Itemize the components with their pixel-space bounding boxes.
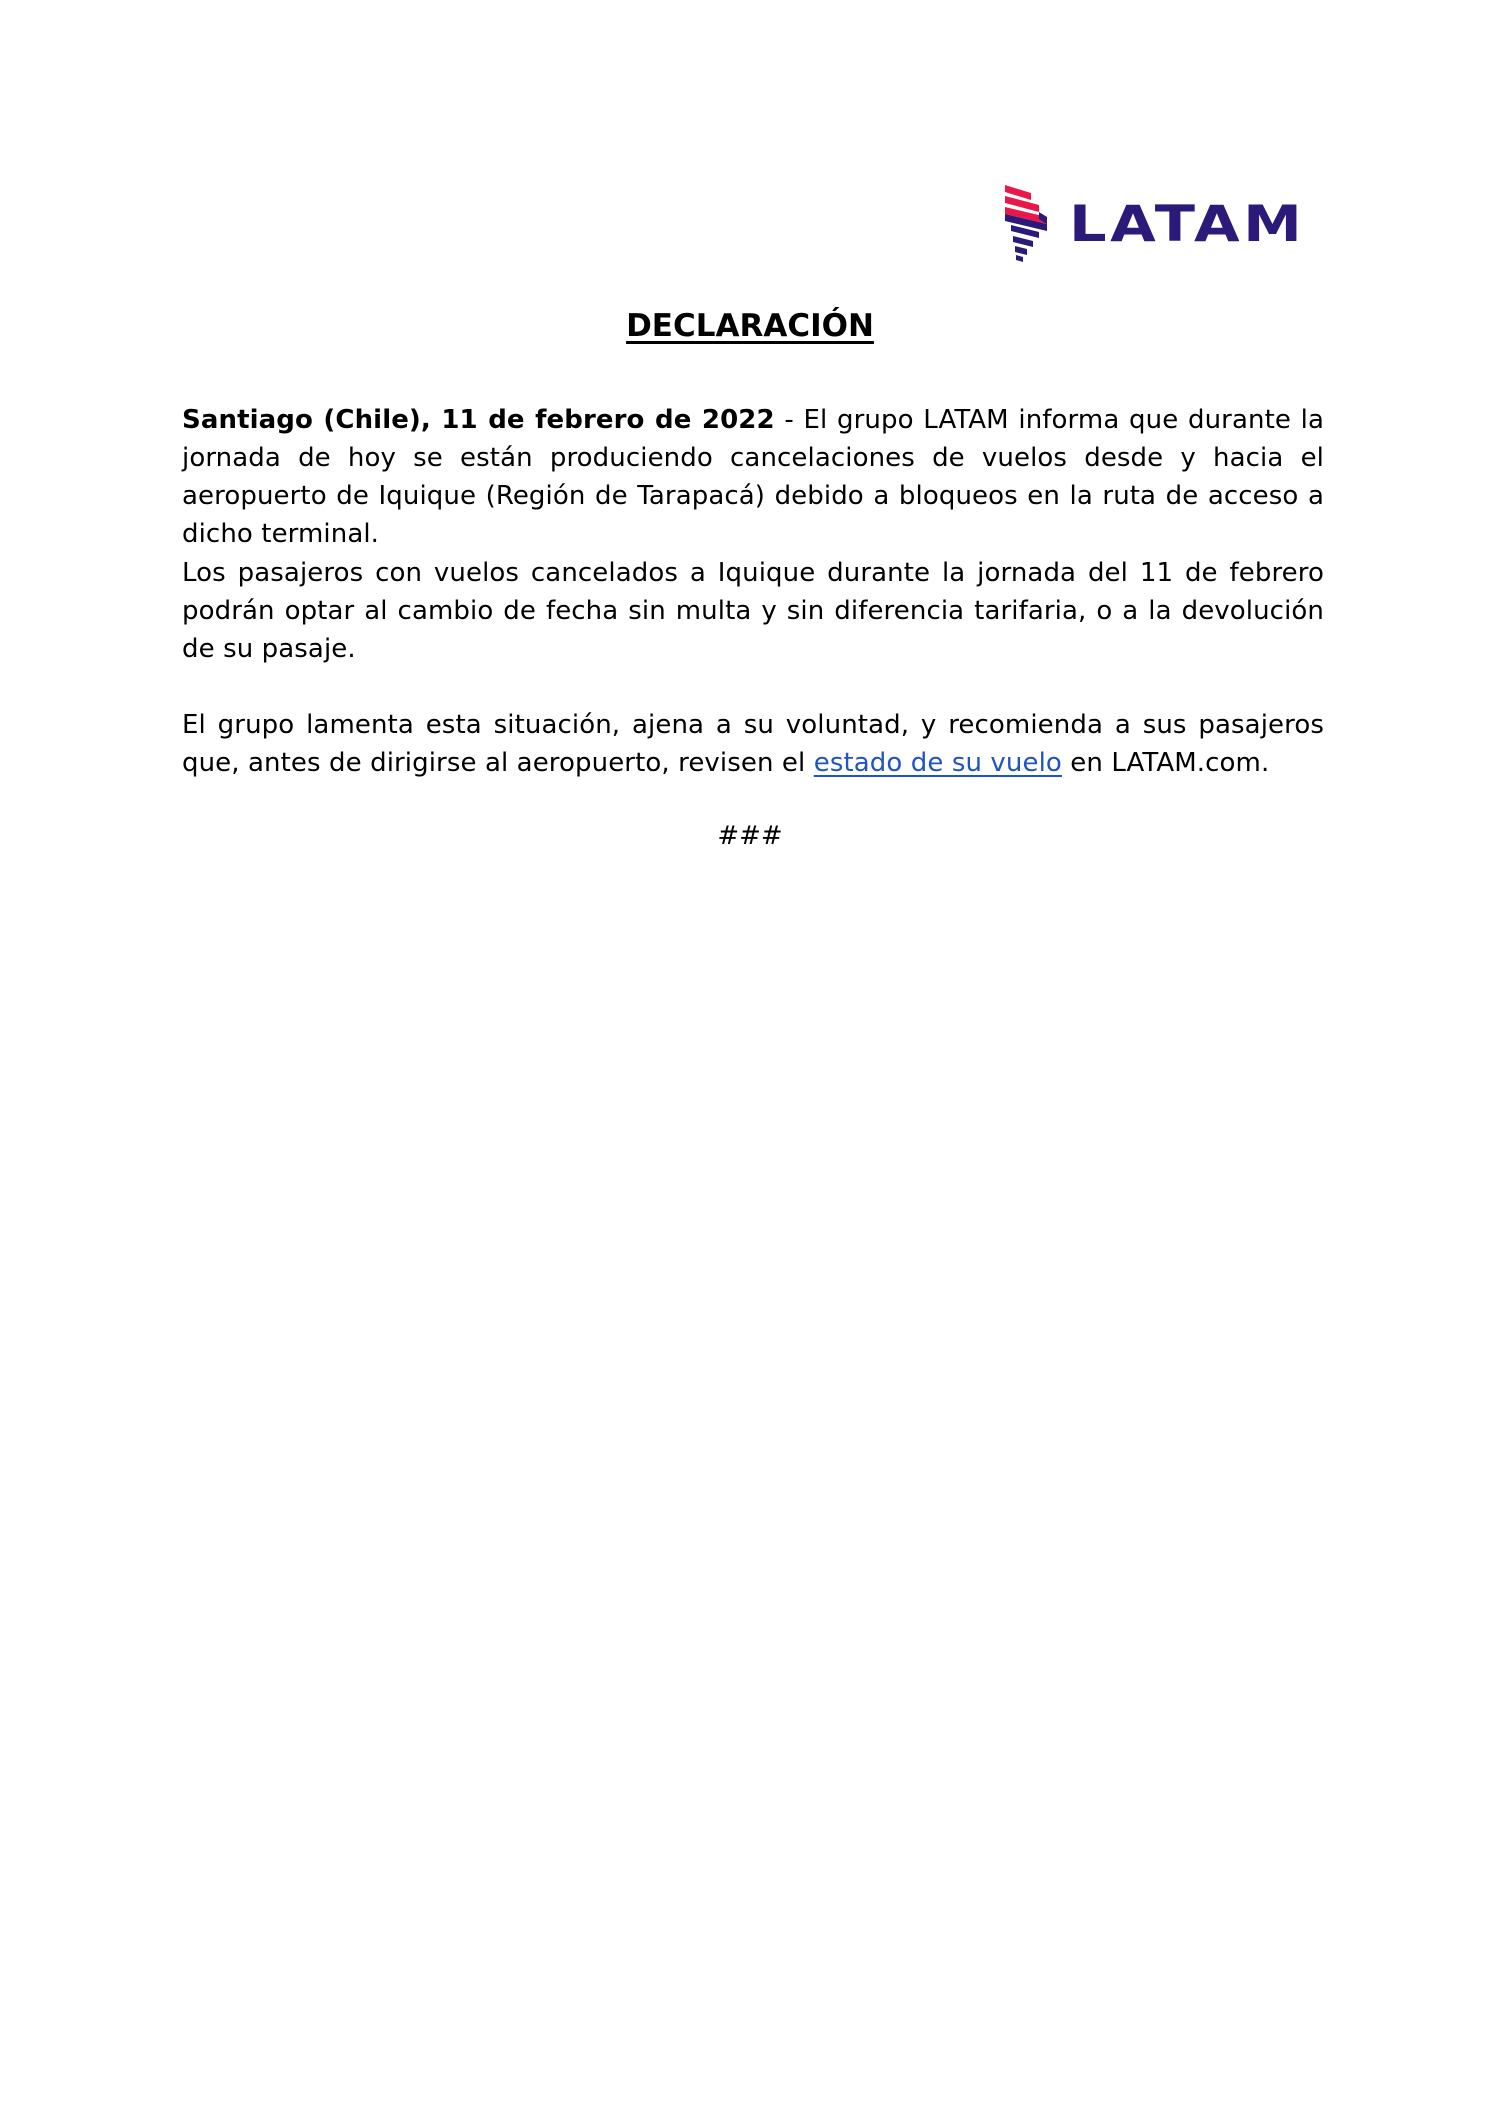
paragraph-3-text-after: en LATAM.com. (1061, 748, 1270, 778)
latam-wordmark: LATAM (1069, 195, 1306, 253)
flight-status-link[interactable]: estado de su vuelo (813, 748, 1062, 778)
paragraph-3-text-before: El grupo lamenta esta situación, ajena a su voluntad, y recomienda a sus pasajeros que, antes de dirigirse al aeropuerto, revisen el (182, 710, 1324, 778)
end-mark: ### (717, 821, 783, 851)
paragraph-3 (182, 706, 1324, 782)
dateline: Santiago (Chile), 11 de febrero de 2022 (182, 405, 775, 435)
document-title (0, 306, 1500, 346)
paragraph-1-text: - El grupo LATAM informa que durante la jornada de hoy se están produciendo cancelaciones de vuelos desde y hacia el aeropuerto de Iquique (Región de Tarapacá) debido a bloqueos en la ruta de acceso a dicho terminal. (182, 405, 1324, 549)
title-text: DECLARACIÓN (626, 308, 874, 344)
paragraph-1 (182, 401, 1324, 553)
latam-logo-icon (1003, 183, 1055, 263)
paragraph-2-text: Los pasajeros con vuelos cancelados a Iquique durante la jornada del 11 de febrero podrán optar al cambio de fecha sin multa y sin diferencia tarifaria, o a la devolución de su pasaje. (182, 558, 1324, 664)
paragraph-2 (182, 554, 1324, 668)
latam-logo (1003, 183, 1329, 263)
